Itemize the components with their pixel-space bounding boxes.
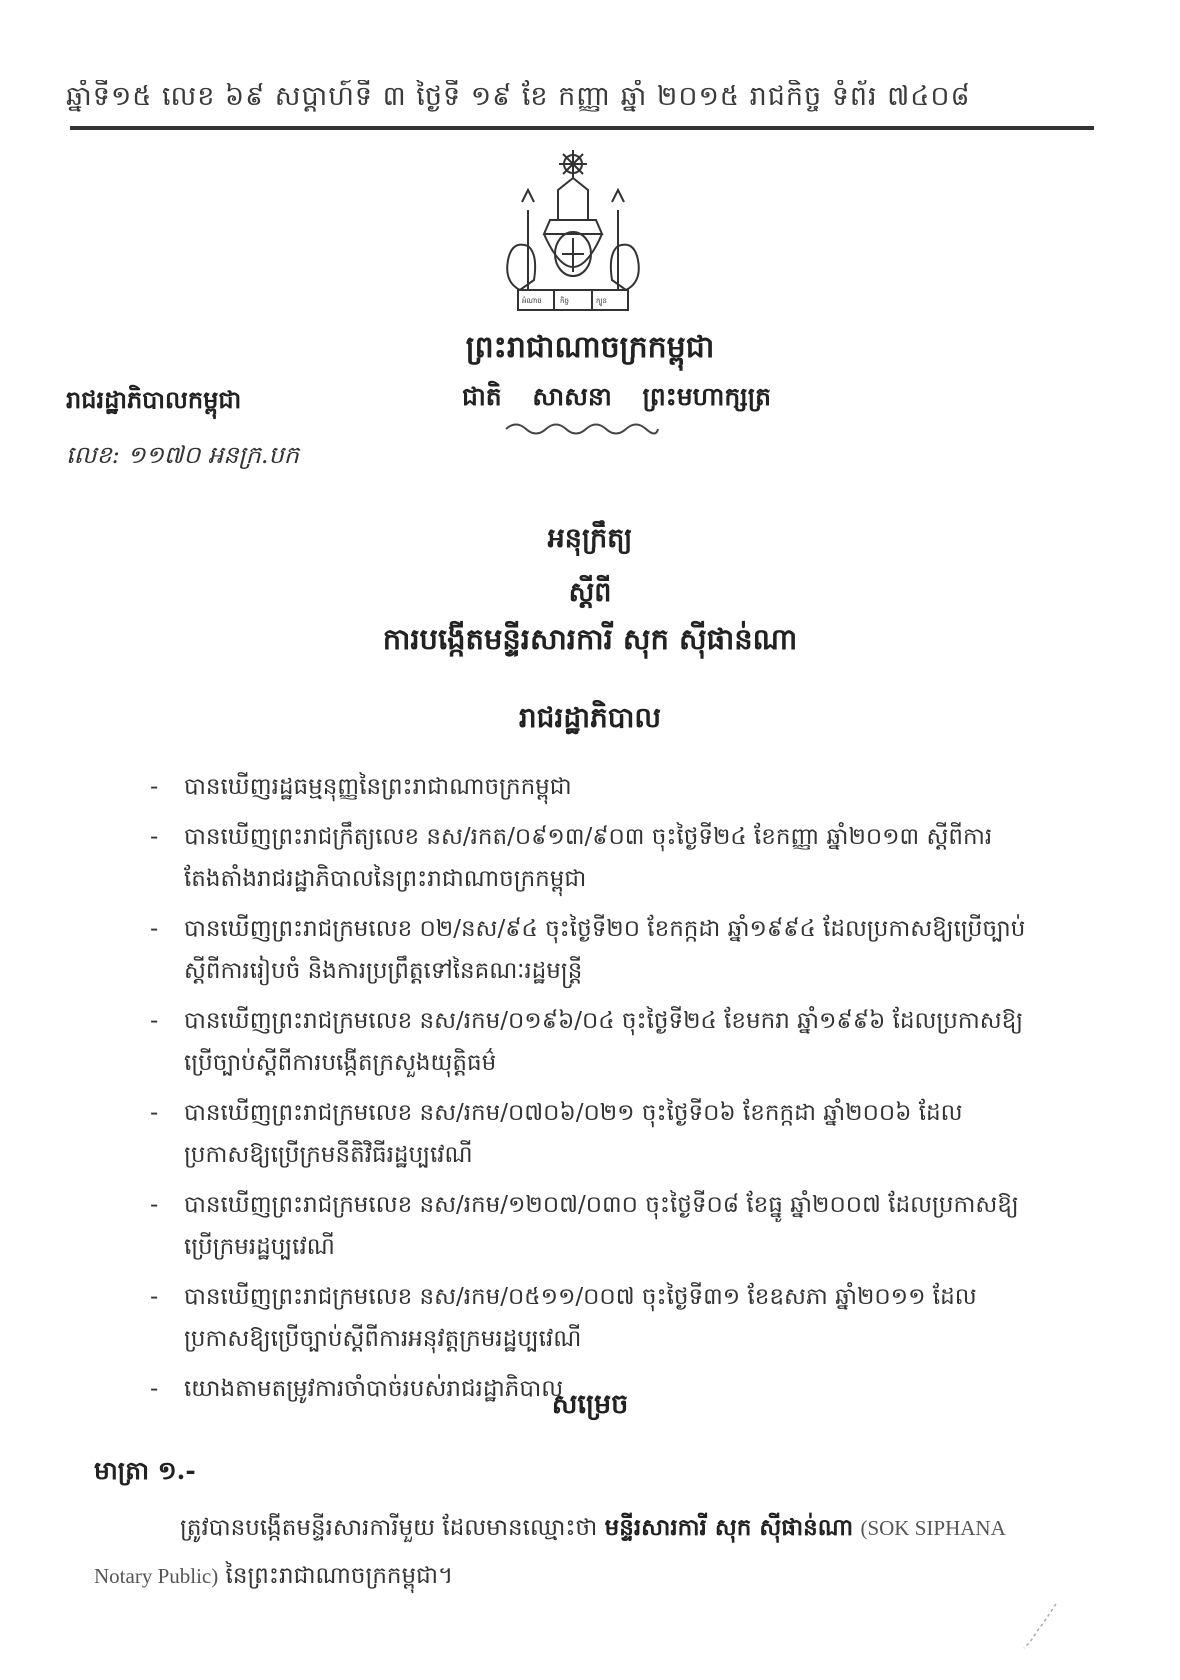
list-item: - បានឃើញព្រះរាជក្រមលេខ នស/រកម/០១៩៦/០៤ ចុះថ្ងៃទី២៤ ខែមករា ឆ្នាំ១៩៩៦ ដែលប្រកាសឱ្យប្រើច្បាប់ស្តីពីការបង្កើតក្រសួងយុត្តិធម៌ [150,1008,1024,1076]
motto-nation: ជាតិ [462,382,502,411]
article-1-body: ត្រូវបានបង្កើតមន្ទីរសារការីមួយ ដែលមានឈ្មោះថា មន្ទីរសារការី សុក ស៊ីផាន់ណា (SOK SIPHANA Notary Public) នៃព្រះរាជាណាចក្រកម្ពុជា។ [94,1514,1005,1589]
decision-heading: សម្រេច [551,1389,629,1420]
ornament-divider-icon [502,420,662,438]
kingdom-name: ព្រះរាជាណាចក្រកម្ពុជា [465,330,715,365]
reference-number: លេខ: ១១៧០ អនក្រ.បក [66,441,300,469]
list-item: - បានឃើញព្រះរាជក្រមលេខ នស/រកម/១២០៧/០៣០ ចុះថ្ងៃទី០៨ ខែធ្នូ ឆ្នាំ២០០៧ ដែលប្រកាសឱ្យប្រើក្រមរដ្ឋប្បវេណី [150,1192,1019,1260]
issuer-heading: រាជរដ្ឋាភិបាល [518,701,662,734]
list-item: - យោងតាមតម្រូវការចាំបាច់របស់រាជរដ្ឋាភិបាល [150,1376,564,1402]
list-item: - បានឃើញរដ្ឋធម្មនុញ្ញនៃព្រះរាជាណាចក្រកម្ពុជា [150,774,572,800]
decree-type-title: អនុក្រឹត្យ [547,523,633,554]
decree-subject: ការបង្កើតមន្ទីរសារការី សុក ស៊ីផាន់ណា [382,622,798,656]
header-divider [70,126,1094,130]
list-item: - បានឃើញព្រះរាជក្រមលេខ នស/រកម/០៥១១/០០៧ ចុះថ្ងៃទី៣១ ខែឧសភា ឆ្នាំ២០១១ ដែលប្រកាសឱ្យប្រើច្បាប់ស្តីពីការអនុវត្តក្រមរដ្ឋប្បវេណី [150,1284,977,1352]
notary-office-name: មន្ទីរសារការី សុក ស៊ីផាន់ណា [604,1514,854,1541]
decree-on-label: ស្តីពី [568,577,612,608]
royal-coat-of-arms-icon [498,150,648,318]
considerations-list [150,766,1030,1418]
notary-office-latin-name: (SOK SIPHANA Notary Public) [94,1516,1005,1588]
gazette-header: ឆ្នាំទី១៥ លេខ ៦៩ សប្តាហ៍ទី ៣ ថ្ងៃទី ១៩ ខែ កញ្ញា ឆ្នាំ ២០១៥ រាជកិច្ច ទំព័រ ៧៤០៨ [66,81,971,112]
seal-text: កិច្ច [560,297,569,305]
seal-text: អំណាច [522,297,542,305]
list-item: - បានឃើញព្រះរាជក្រឹត្យលេខ នស/រកត/០៩១៣/៩០៣ ចុះថ្ងៃទី២៤ ខែកញ្ញា ឆ្នាំ២០១៣ ស្តីពីការតែងតាំងរាជរដ្ឋាភិបាលនៃព្រះរាជាណាចក្រកម្ពុជា [150,824,993,892]
article-1-label: មាត្រា ១.- [94,1456,196,1485]
motto-religion: សាសនា [532,382,612,411]
national-motto [462,382,793,418]
motto-king: ព្រះមហាក្សត្រ [642,382,772,411]
seal-text: ក្បួន [596,297,607,305]
list-item: - បានឃើញព្រះរាជក្រមលេខ ០២/នស/៩៤ ចុះថ្ងៃទី២០ ខែកក្កដា ឆ្នាំ១៩៩៤ ដែលប្រកាសឱ្យប្រើច្បាប់ស្តីពីការរៀបចំ និងការប្រព្រឹត្តទៅនៃគណៈរដ្ឋមន្ត្រី [150,916,1026,984]
issuing-government: រាជរដ្ឋាភិបាលកម្ពុជា [66,385,242,414]
pen-mark-icon [1020,1600,1060,1650]
list-item: - បានឃើញព្រះរាជក្រមលេខ នស/រកម/០៧០៦/០២១ ចុះថ្ងៃទី០៦ ខែកក្កដា ឆ្នាំ២០០៦ ដែលប្រកាសឱ្យប្រើក្រមនីតិវិធីរដ្ឋប្បវេណី [150,1100,963,1168]
